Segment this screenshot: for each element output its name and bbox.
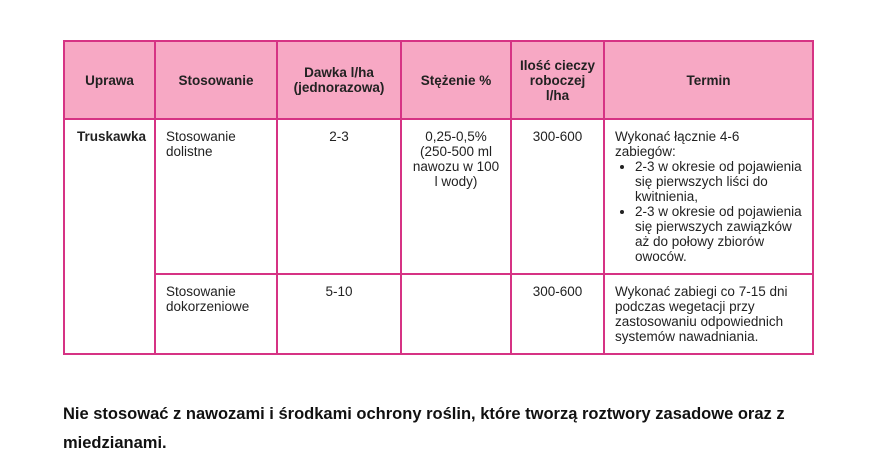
liquid-cell: 300-600 [511,274,604,354]
header-concentration: Stężenie % [401,41,511,119]
method-cell: Stosowanie dolistne [155,119,277,274]
concentration-cell: 0,25-0,5% (250-500 ml nawozu w 100 l wody) [401,119,511,274]
term-cell [604,119,813,274]
dose-cell: 2-3 [277,119,401,274]
dosage-table-container [63,40,814,355]
header-method: Stosowanie [155,41,277,119]
dosage-table [63,40,814,355]
dose-cell: 5-10 [277,274,401,354]
concentration-cell [401,274,511,354]
term-intro: Wykonać łącznie 4-6 zabiegów: [615,129,740,159]
table-row [64,119,813,274]
header-dose: Dawka l/ha (jednorazowa) [277,41,401,119]
header-term: Termin [604,41,813,119]
term-cell: Wykonać zabiegi co 7-15 dni podczas wegetacji przy zastosowaniu odpowiednich systemów nawadniania. [604,274,813,354]
header-crop: Uprawa [64,41,155,119]
table-header-row [64,41,813,119]
method-cell: Stosowanie dokorzeniowe [155,274,277,354]
list-item: • 2-3 w okresie od pojawienia się pierwszych liści do kwitnienia, [635,159,802,204]
table-row [64,274,813,354]
header-liquid: Ilość cieczy roboczej l/ha [511,41,604,119]
list-item: • 2-3 w okresie od pojawienia się pierwszych zawiązków aż do połowy zbiorów owoców. [635,204,802,264]
warning-note: Nie stosować z nawozami i środkami ochrony roślin, które tworzą roztwory zasadowe oraz z miedzianami. [63,404,785,452]
liquid-cell: 300-600 [511,119,604,274]
term-list [615,159,802,264]
crop-cell: Truskawka [64,119,155,354]
